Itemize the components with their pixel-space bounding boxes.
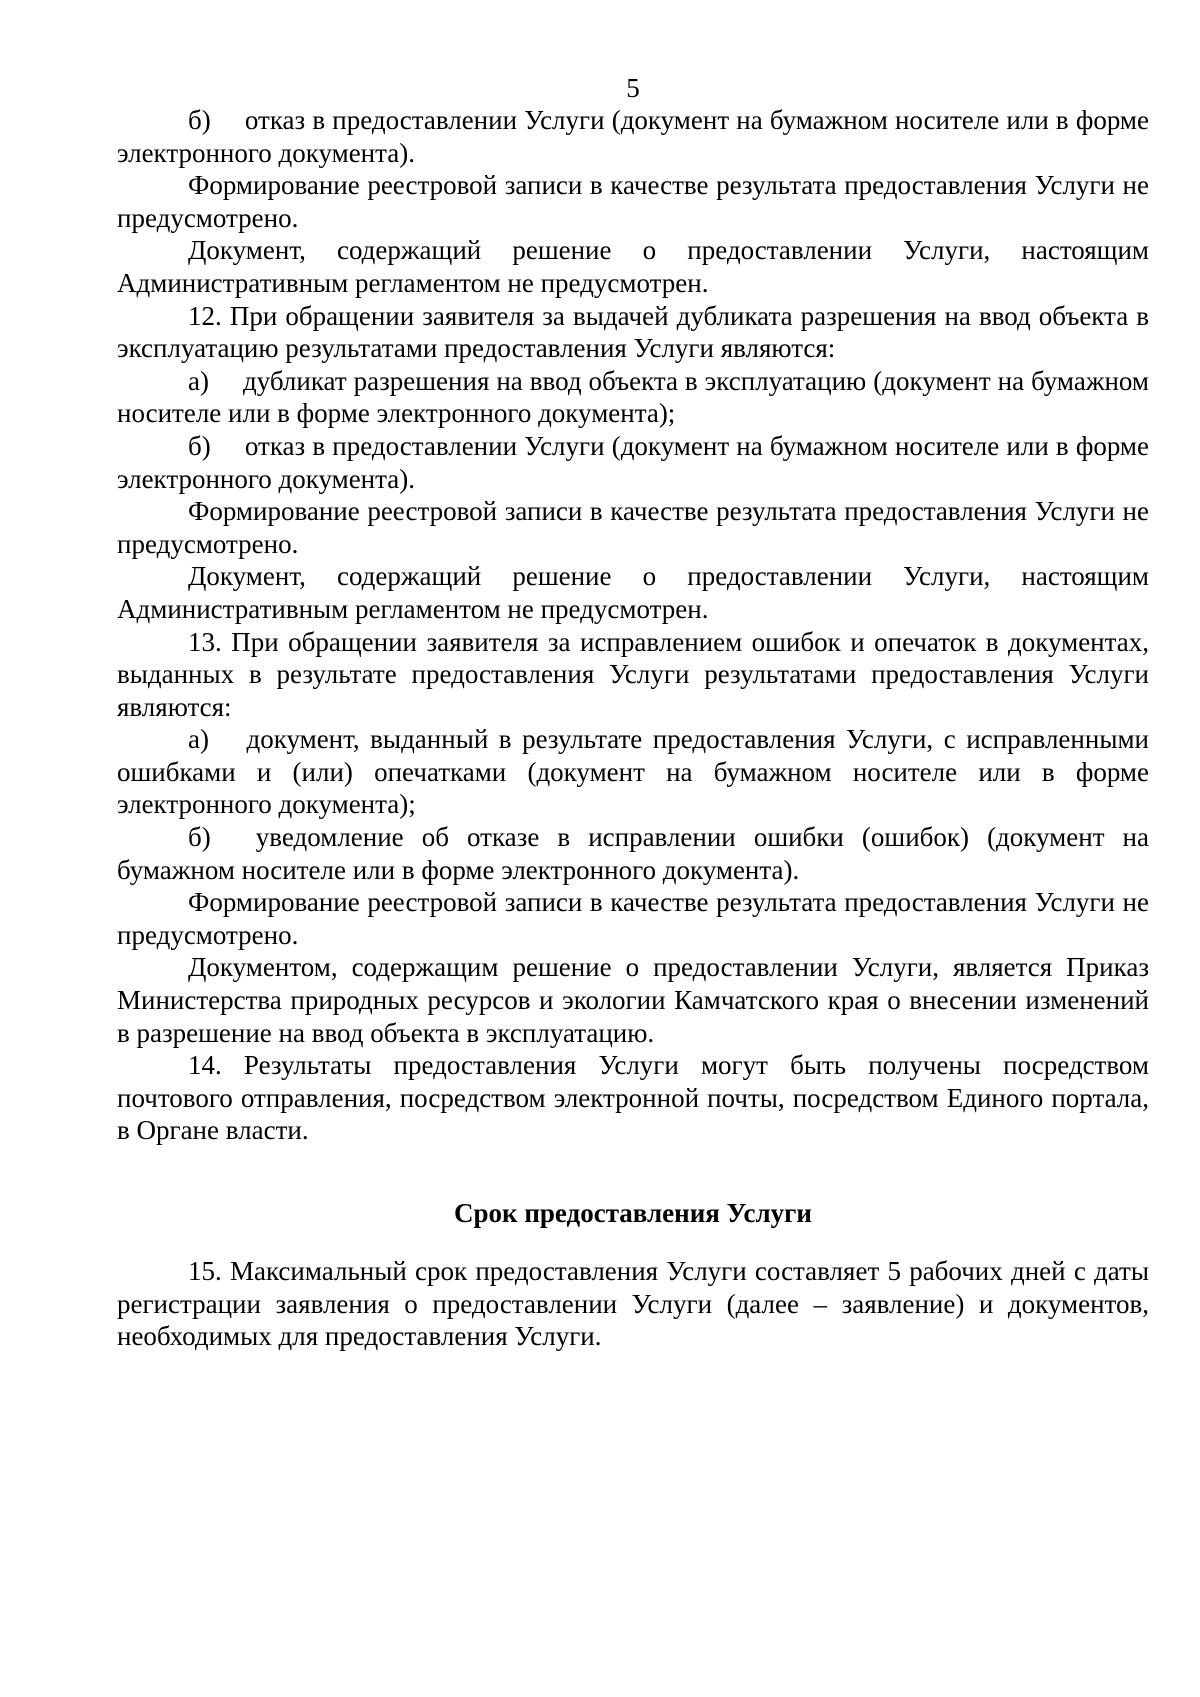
section-heading: Срок предоставления Услуги xyxy=(454,1198,812,1228)
paragraph-12-a: а) дубликат разрешения на ввод объекта в эксплуатацию (документ на бумажном носителе или в форме электронного документа); xyxy=(117,365,1149,429)
paragraph-item-12: 12. При обращении заявителя за выдачей дубликата разрешения на ввод объекта в эксплуатацию результатами предоставления Услуги являются: xyxy=(117,300,1149,364)
paragraph-document-2: Документ, содержащий решение о предоставлении Услуги, настоящим Административным регламентом не предусмотрен. xyxy=(117,561,1149,624)
paragraph-item-14: 14. Результаты предоставления Услуги могут быть получены посредством почтового отправления, посредством электронной почты, посредством Единого портала, в Органе власти. xyxy=(117,1050,1149,1146)
paragraph-reestr-1: Формирование реестровой записи в качестве результата предоставления Услуги не предусмотрено. xyxy=(117,170,1149,233)
paragraph-document-3: Документом, содержащим решение о предоставлении Услуги, является Приказ Министерства природных ресурсов и экологии Камчатского края о внесении изменений в разрешение на ввод объекта в эксплуатацию. xyxy=(117,952,1149,1048)
paragraph-item-15: 15. Максимальный срок предоставления Услуги составляет 5 рабочих дней с даты регистрации заявления о предоставлении Услуги (далее – заявление) и документов, необходимых для предоставления Услуги. xyxy=(117,1256,1149,1352)
paragraph-13-b: б) уведомление об отказе в исправлении ошибки (ошибок) (документ на бумажном носителе или в форме электронного документа). xyxy=(117,822,1149,885)
paragraph-reestr-2: Формирование реестровой записи в качестве результата предоставления Услуги не предусмотрено. xyxy=(117,496,1149,559)
paragraph-reestr-3: Формирование реестровой записи в качестве результата предоставления Услуги не предусмотрено. xyxy=(117,887,1149,950)
paragraph-13-a: а) документ, выданный в результате предоставления Услуги, с исправленными ошибками и (или) опечатками (документ на бумажном носителе или в форме электронного документа); xyxy=(117,724,1149,820)
document-page xyxy=(117,72,1149,1353)
paragraph-otkaz-1: б) отказ в предоставлении Услуги (документ на бумажном носителе или в форме электронного документа). xyxy=(117,105,1149,168)
page-number: 5 xyxy=(626,73,640,103)
paragraph-document-1: Документ, содержащий решение о предоставлении Услуги, настоящим Административным регламентом не предусмотрен. xyxy=(117,235,1149,298)
paragraph-item-13: 13. При обращении заявителя за исправлением ошибок и опечаток в документах, выданных в результате предоставления Услуги результатами предоставления Услуги являются: xyxy=(117,626,1149,722)
paragraph-12-b: б) отказ в предоставлении Услуги (документ на бумажном носителе или в форме электронного документа). xyxy=(117,430,1149,494)
